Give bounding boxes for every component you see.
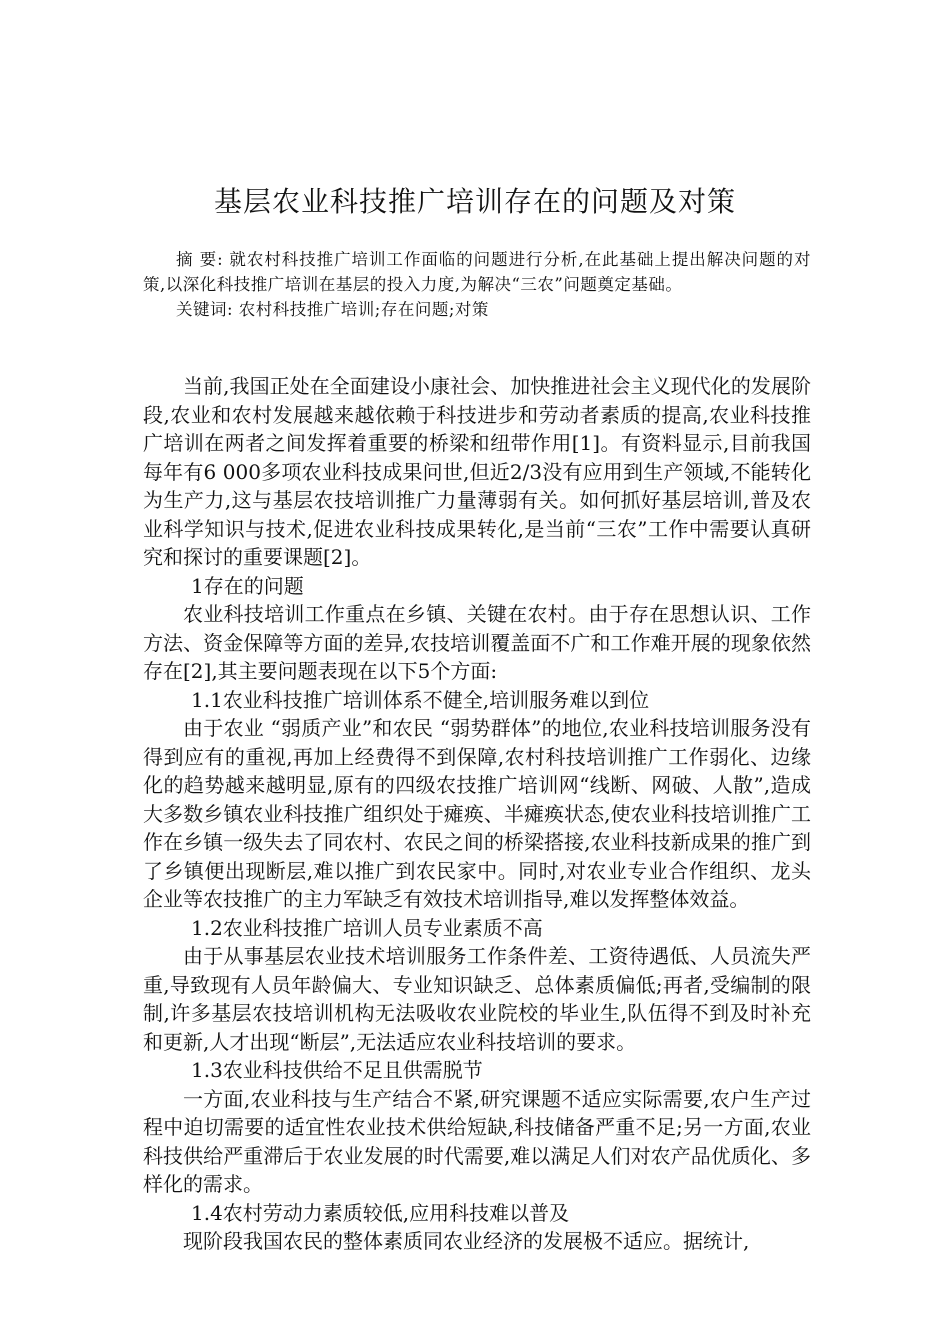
- intro-paragraph: 当前,我国正处在全面建设小康社会、加快推进社会主义现代化的发展阶段,农业和农村发展越来越依赖于科技进步和劳动者素质的提高,农业科技推广培训在两者之间发挥着重要的桥梁和纽带作用[1]。有资料显示,目前我国每年有6 000多项农业科技成果问世,但近2/3没有应用到生产领域,不能转化为生产力,这与基层农技培训推广力量薄弱有关。如何抓好基层培训,普及农业科学知识与技术,促进农业科技成果转化,是当前“三农”工作中需要认真研究和探讨的重要课题[2]。: [143, 374, 811, 569]
- keywords-text: 农村科技推广培训;存在问题;对策: [233, 300, 489, 319]
- section-1-2-heading: 1.2农业科技推广培训人员专业素质不高: [191, 915, 543, 940]
- section-1-4-heading: 1.4农村劳动力素质较低,应用科技难以普及: [191, 1200, 570, 1225]
- section-1-paragraph: 农业科技培训工作重点在乡镇、关键在农村。由于存在思想认识、工作方法、资金保障等方面的差异,农技培训覆盖面不广和工作难开展的现象依然存在[2],其主要问题表现在以下5个方面:: [143, 602, 811, 683]
- page-title: 基层农业科技推广培训存在的问题及对策: [213, 185, 736, 218]
- section-1-3-paragraph: 一方面,农业科技与生产结合不紧,研究课题不适应实际需要,农户生产过程中迫切需要的适宜性农业技术供给短缺,科技储备严重不足;另一方面,农业科技供给严重滞后于农业发展的时代需要,难以满足人们对农产品优质化、多样化的需求。: [143, 1086, 811, 1196]
- section-1-1-heading: 1.1农业科技推广培训体系不健全,培训服务难以到位: [191, 687, 650, 712]
- keywords-label: 关键词:: [176, 300, 234, 319]
- section-1-1-paragraph: 由于农业 “弱质产业”和农民 “弱势群体”的地位,农业科技培训服务没有得到应有的重视,再加上经费得不到保障,农村科技培训推广工作弱化、边缘化的趋势越来越明显,原有的四级农技推广培训网“线断、网破、人散”,造成大多数乡镇农业科技推广组织处于瘫痪、半瘫痪状态,使农业科技培训推广工作在乡镇一级失去了同农村、农民之间的桥梁搭接,农业科技新成果的推广到了乡镇便出现断层,难以推广到农民家中。同时,对农业专业合作组织、龙头企业等农技推广的主力军缺乏有效技术培训指导,难以发挥整体效益。: [143, 716, 811, 911]
- section-1-2-paragraph: 由于从事基层农业技术培训服务工作条件差、工资待遇低、人员流失严重,导致现有人员年龄偏大、专业知识缺乏、总体素质偏低;再者,受编制的限制,许多基层农技培训机构无法吸收农业院校的毕业生,队伍得不到及时补充和更新,人才出现“断层”,无法适应农业科技培训的要求。: [143, 944, 811, 1054]
- abstract-block: [143, 247, 811, 322]
- body-text: [143, 372, 811, 1256]
- section-1-3-heading: 1.3农业科技供给不足且供需脱节: [191, 1058, 483, 1082]
- abstract-text: 就农村科技推广培训工作面临的问题进行分析,在此基础上提出解决问题的对策,以深化科技推广培训在基层的投入力度,为解决“三农”问题奠定基础。: [143, 250, 811, 294]
- keywords-paragraph: [143, 297, 811, 322]
- abstract-label: 摘 要:: [176, 250, 224, 269]
- section-1-heading: 1存在的问题: [191, 573, 304, 598]
- abstract-paragraph: [143, 247, 811, 297]
- section-1-4-paragraph: 现阶段我国农民的整体素质同农业经济的发展极不适应。据统计,: [183, 1229, 750, 1253]
